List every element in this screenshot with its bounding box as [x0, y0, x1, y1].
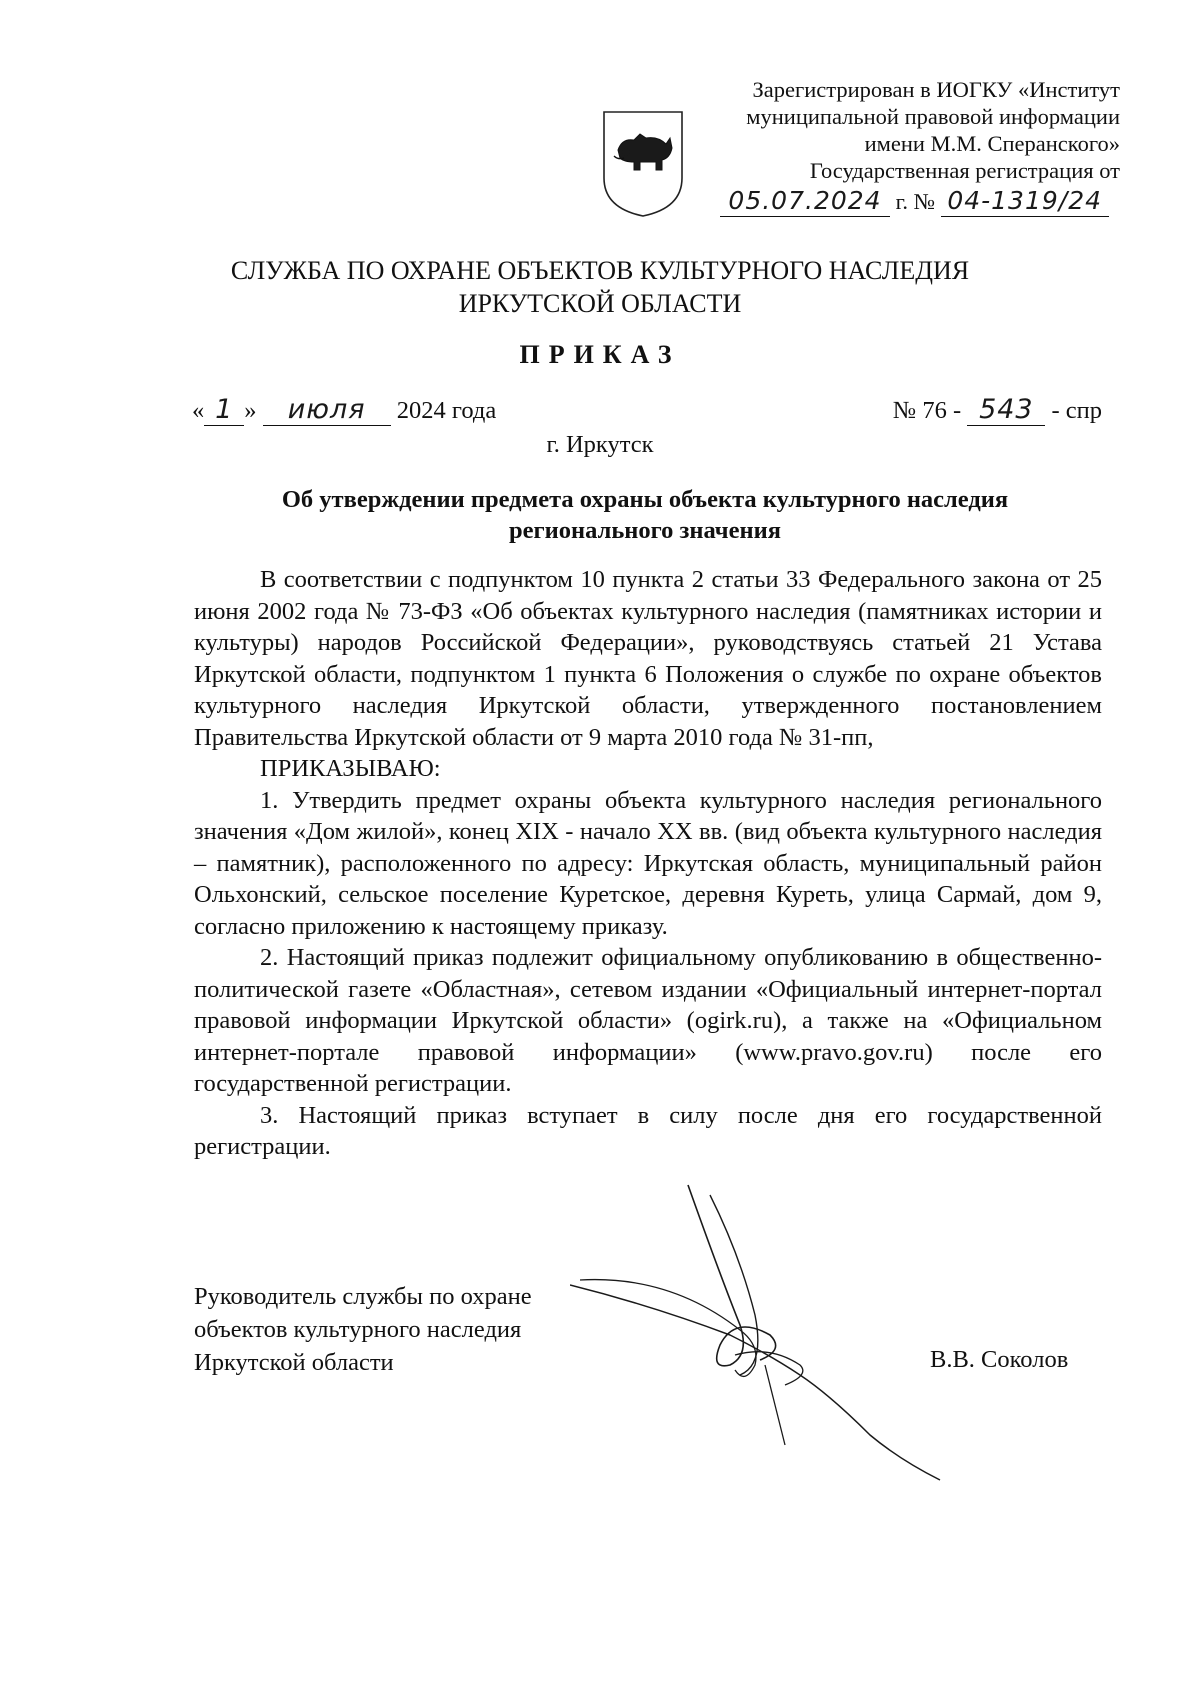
order-year: 2024 года [396, 397, 497, 424]
item-2-paragraph: 2. Настоящий приказ подлежит официальному опубликованию в общественно-политической газете «Областная», сетевом издании «Официальный интернет-портал правовой информации Иркутской области» (ogirk.ru), а также на «Официальном интернет-портале правовой информации» (www.pravo.gov.ru) после его государственной регистрации. [194, 944, 1102, 1097]
preamble-paragraph: В соответствии с подпунктом 10 пункта 2 статьи 33 Федерального закона от 25 июня 2002 года № 73-ФЗ «Об объектах культурного наследия (памятниках истории и культуры) народов Российской Федерации», руководствуясь статьей 21 Устава Иркутской области, подпунктом 1 пункта 6 Положения о службе по охране объектов культурного наследия Иркутской области, утвержденного постановлением Правительства Иркутской области от 9 марта 2010 года № 31-пп, [194, 566, 1102, 751]
registration-number-label: г. № [895, 189, 936, 214]
organization-line-1: СЛУЖБА ПО ОХРАНЕ ОБЪЕКТОВ КУЛЬТУРНОГО НАСЛЕДИЯ [230, 256, 970, 285]
coat-of-arms-emblem [600, 108, 686, 220]
document-type-title: ПРИКАЗ [519, 340, 681, 369]
signature-icon [570, 1155, 950, 1485]
order-number [893, 395, 1102, 426]
position-line-3: Иркутской области [194, 1349, 394, 1376]
subject-line-1: Об утверждении предмета охраны объекта культурного наследия [281, 486, 1009, 513]
registration-line-4: Государственная регистрация от [809, 158, 1120, 183]
signer-name: В.В. Соколов [930, 1346, 1069, 1373]
order-date-row [192, 395, 1102, 435]
order-number-prefix: № 76 - [892, 397, 962, 424]
item-1-paragraph: 1. Утвердить предмет охраны объекта культурного наследия регионального значения «Дом жилой», конец XIX - начало XX вв. (вид объекта культурного наследия – памятник), расположенного по адресу: Иркутская область, муниципальный район Ольхонский, сельское поселение Куретское, деревня Куреть, улица Сармай, дом 9, согласно приложению к настоящему приказу. [194, 786, 1102, 940]
organization-header [0, 254, 1200, 320]
signatory-position [194, 1280, 614, 1379]
coat-of-arms-icon [600, 108, 686, 220]
registration-line-3: имени М.М. Сперанского» [864, 131, 1120, 156]
registration-block [700, 76, 1120, 184]
registration-number: 04-1319/24 [941, 186, 1109, 217]
position-line-2: объектов культурного наследия [194, 1316, 522, 1343]
handwritten-signature [570, 1155, 950, 1485]
order-date [192, 395, 496, 426]
registration-line-2: муниципальной правовой информации [746, 104, 1120, 129]
order-day: 1 [204, 395, 244, 426]
position-line-1: Руководитель службы по охране [194, 1283, 532, 1310]
order-number-suffix: - спр [1051, 397, 1102, 424]
quote-open: « [192, 397, 205, 424]
order-month: июля [263, 395, 391, 426]
order-body [194, 564, 1102, 1163]
order-city: г. Иркутск [546, 431, 654, 458]
subject-line-2: регионального значения [509, 517, 781, 544]
command-paragraph: ПРИКАЗЫВАЮ: [260, 755, 441, 782]
item-3-paragraph: 3. Настоящий приказ вступает в силу после дня его государственной регистрации. [194, 1101, 1102, 1160]
registration-values [720, 186, 1120, 222]
order-number-value: 543 [967, 395, 1045, 426]
organization-line-2: ИРКУТСКОЙ ОБЛАСТИ [458, 289, 742, 318]
quote-close: » [244, 397, 257, 424]
registration-line-1: Зарегистрирован в ИОГКУ «Институт [752, 77, 1120, 102]
registration-date: 05.07.2024 [720, 186, 890, 217]
order-subject [190, 484, 1100, 546]
